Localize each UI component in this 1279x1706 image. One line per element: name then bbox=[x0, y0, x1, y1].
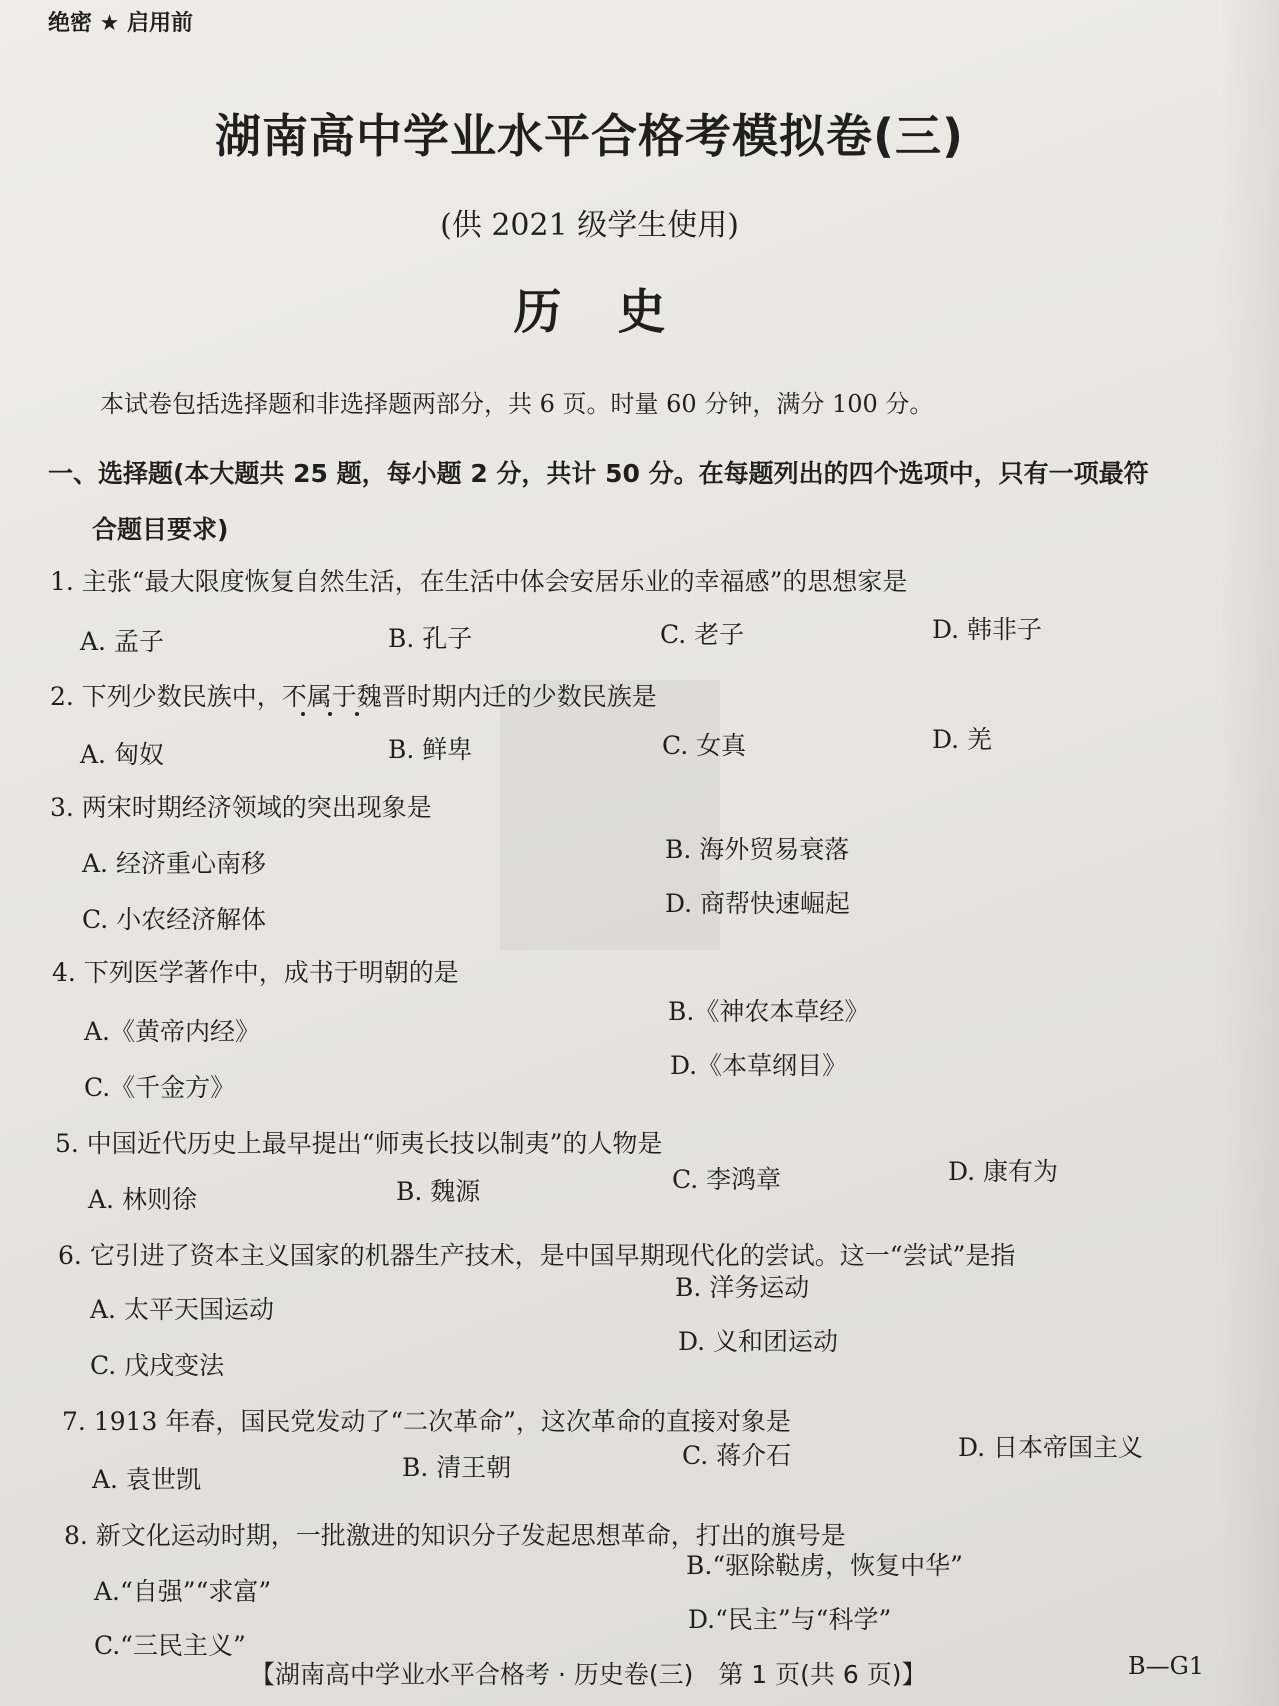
question-8-option-b[interactable]: B.“驱除鞑虏，恢复中华” bbox=[686, 1551, 963, 1580]
question-1-option-b[interactable]: B. 孔子 bbox=[388, 624, 473, 653]
question-2-stem: 2. 下列少数民族中，不属于魏晋时期内迁的少数民族是 bbox=[50, 682, 657, 711]
confidential-mark: 绝密 ★ 启用前 bbox=[48, 11, 194, 36]
question-2-option-b[interactable]: B. 鲜卑 bbox=[388, 735, 473, 764]
question-6-option-d[interactable]: D. 义和团运动 bbox=[678, 1327, 839, 1356]
question-3-option-b[interactable]: B. 海外贸易衰落 bbox=[665, 835, 850, 864]
question-7-option-c[interactable]: C. 蒋介石 bbox=[682, 1441, 792, 1470]
question-2-option-d[interactable]: D. 羌 bbox=[932, 725, 993, 754]
question-5-option-d[interactable]: D. 康有为 bbox=[948, 1157, 1059, 1186]
question-7-option-a[interactable]: A. 袁世凯 bbox=[92, 1465, 201, 1494]
question-7-option-d[interactable]: D. 日本帝国主义 bbox=[958, 1433, 1144, 1462]
exam-title: 湖南高中学业水平合格考模拟卷(三) bbox=[214, 109, 965, 163]
question-5-option-a[interactable]: A. 林则徐 bbox=[88, 1185, 197, 1214]
question-2-option-a[interactable]: A. 匈奴 bbox=[80, 740, 164, 769]
question-1-option-a[interactable]: A. 孟子 bbox=[80, 627, 164, 656]
section-heading-line-1: 一、选择题(本大题共 25 题，每小题 2 分，共计 50 分。在每题列出的四个选项中，只有一项最符 bbox=[48, 459, 1149, 488]
question-8-option-a[interactable]: A.“自强”“求富” bbox=[94, 1577, 272, 1606]
question-7-option-b[interactable]: B. 清王朝 bbox=[402, 1453, 512, 1482]
question-4-option-b[interactable]: B.《神农本草经》 bbox=[668, 997, 870, 1026]
emphasis-dot bbox=[301, 712, 305, 716]
question-6-option-a[interactable]: A. 太平天国运动 bbox=[90, 1295, 274, 1324]
question-8-stem: 8. 新文化运动时期，一批激进的知识分子发起思想革命，打出的旗号是 bbox=[64, 1521, 846, 1550]
page-footer: 【湖南高中学业水平合格考 · 历史卷(三) 第 1 页(共 6 页)】 bbox=[250, 1660, 927, 1689]
question-5-stem: 5. 中国近代历史上最早提出“师夷长技以制夷”的人物是 bbox=[55, 1129, 663, 1158]
question-6-option-b[interactable]: B. 洋务运动 bbox=[675, 1273, 810, 1302]
question-8-option-d[interactable]: D.“民主”与“科学” bbox=[688, 1605, 892, 1634]
question-6-stem: 6. 它引进了资本主义国家的机器生产技术，是中国早期现代化的尝试。这一“尝试”是指 bbox=[58, 1241, 1016, 1270]
exam-instructions: 本试卷包括选择题和非选择题两部分，共 6 页。时量 60 分钟，满分 100 分。 bbox=[100, 390, 934, 418]
emphasis-dot bbox=[328, 712, 332, 716]
question-4-option-a[interactable]: A.《黄帝内经》 bbox=[84, 1017, 261, 1046]
subject-heading: 历史 bbox=[513, 284, 722, 340]
question-3-option-c[interactable]: C. 小农经济解体 bbox=[82, 905, 267, 934]
section-heading bbox=[48, 446, 1178, 558]
question-7-stem: 7. 1913 年春，国民党发动了“二次革命”，这次革命的直接对象是 bbox=[62, 1407, 791, 1436]
exam-subtitle: (供 2021 级学生使用) bbox=[440, 208, 739, 243]
paper-code: B—G1 bbox=[1128, 1652, 1205, 1680]
question-1-option-c[interactable]: C. 老子 bbox=[660, 620, 745, 649]
question-4-option-c[interactable]: C.《千金方》 bbox=[84, 1073, 236, 1102]
question-8-option-c[interactable]: C.“三民主义” bbox=[94, 1631, 246, 1660]
question-5-option-c[interactable]: C. 李鸿章 bbox=[672, 1165, 782, 1194]
question-3-stem: 3. 两宋时期经济领域的突出现象是 bbox=[50, 793, 432, 822]
page-edge-shadow bbox=[1219, 0, 1279, 1706]
question-4-option-d[interactable]: D.《本草纲目》 bbox=[670, 1051, 848, 1080]
question-4-stem: 4. 下列医学著作中，成书于明朝的是 bbox=[52, 958, 459, 987]
question-1-option-d[interactable]: D. 韩非子 bbox=[932, 615, 1043, 644]
question-3-option-d[interactable]: D. 商帮快速崛起 bbox=[665, 889, 851, 918]
question-6-option-c[interactable]: C. 戊戌变法 bbox=[90, 1351, 225, 1380]
question-2-option-c[interactable]: C. 女真 bbox=[662, 731, 747, 760]
section-heading-line-2: 合题目要求) bbox=[92, 515, 229, 544]
question-1-stem: 1. 主张“最大限度恢复自然生活，在生活中体会安居乐业的幸福感”的思想家是 bbox=[50, 567, 908, 596]
question-5-option-b[interactable]: B. 魏源 bbox=[396, 1177, 481, 1206]
question-3-option-a[interactable]: A. 经济重心南移 bbox=[82, 849, 266, 878]
emphasis-dot bbox=[355, 712, 359, 716]
